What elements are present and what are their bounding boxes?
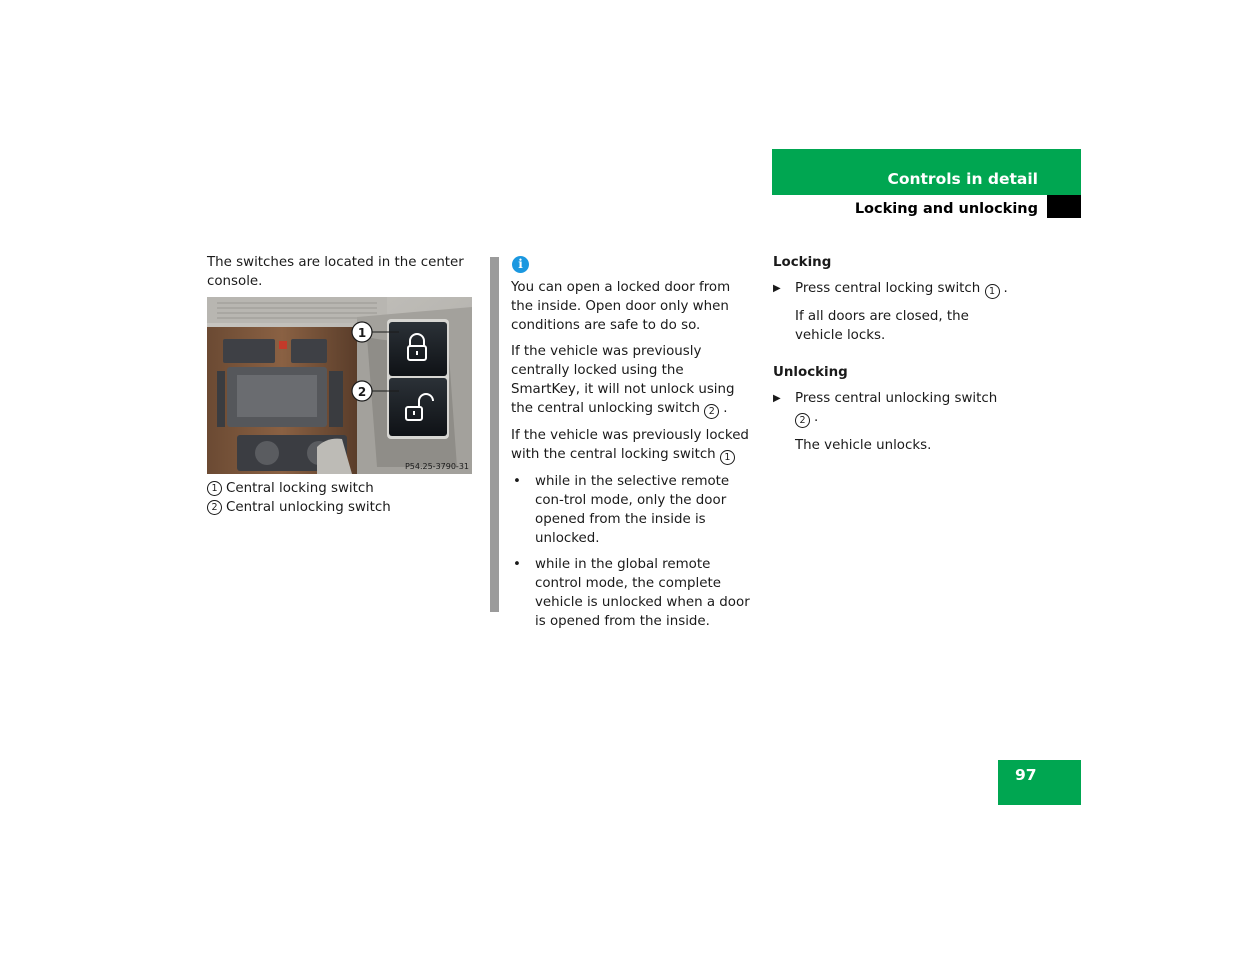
legend [207,479,472,517]
legend-text: Central locking switch [226,481,374,496]
legend-text: Central unlocking switch [226,500,391,515]
subsection-title: Locking and unlocking [854,201,1038,217]
intro-text: The switches are located in the center console. [207,255,464,289]
locking-result: If all doors are closed, the vehicle locks. [795,309,969,343]
legend-number: 2 [207,500,222,515]
center-console-photo [207,297,472,474]
legend-item-2 [207,498,472,517]
subsection-marker [1047,195,1081,218]
section-title: Controls in detail [887,170,1038,188]
locking-heading: Locking [773,255,832,270]
unlocking-result: The vehicle unlocks. [795,438,932,453]
page-number: 97 [1015,766,1037,784]
info-paragraph: You can open a locked door from the inside. Open door only when conditions are safe to do so. [511,280,731,333]
inline-number: 2 [704,404,719,419]
inline-number: 2 [795,413,810,428]
list-item: • while in the selective remote con-trol mode, only the door opened from the inside is unlocked. [513,474,730,546]
callout-1: 1 [357,326,367,340]
unlocking-heading: Unlocking [773,365,848,380]
info-paragraph: If the vehicle was previously locked with the central locking switch 1 [511,428,749,463]
unlocking-step: ▶ Press central unlocking switch 2 . [773,391,998,426]
section-header-band [772,149,1081,195]
info-sidebar-bar [490,257,499,612]
step-arrow-icon: ▶ [773,283,781,294]
instructions [773,253,1013,463]
legend-number: 1 [207,481,222,496]
list-item: • while in the global remote control mode, the complete vehicle is unlocked when a door is opened from the inside. [513,557,750,629]
step-arrow-icon: ▶ [773,393,781,404]
info-box [511,278,756,638]
callout-2: 2 [357,385,367,399]
info-icon: i [512,256,529,273]
legend-item-1 [207,479,472,498]
page-number-badge [998,760,1081,805]
photo-code: P54.25-3790-31 [404,462,469,471]
inline-number: 1 [720,450,735,465]
locking-step: ▶ Press central locking switch 1 . [773,281,1008,297]
inline-number: 1 [985,284,1000,299]
info-paragraph: If the vehicle was previously centrally locked using the SmartKey, it will not unlock using the central unlocking switch 2 . [511,344,735,417]
